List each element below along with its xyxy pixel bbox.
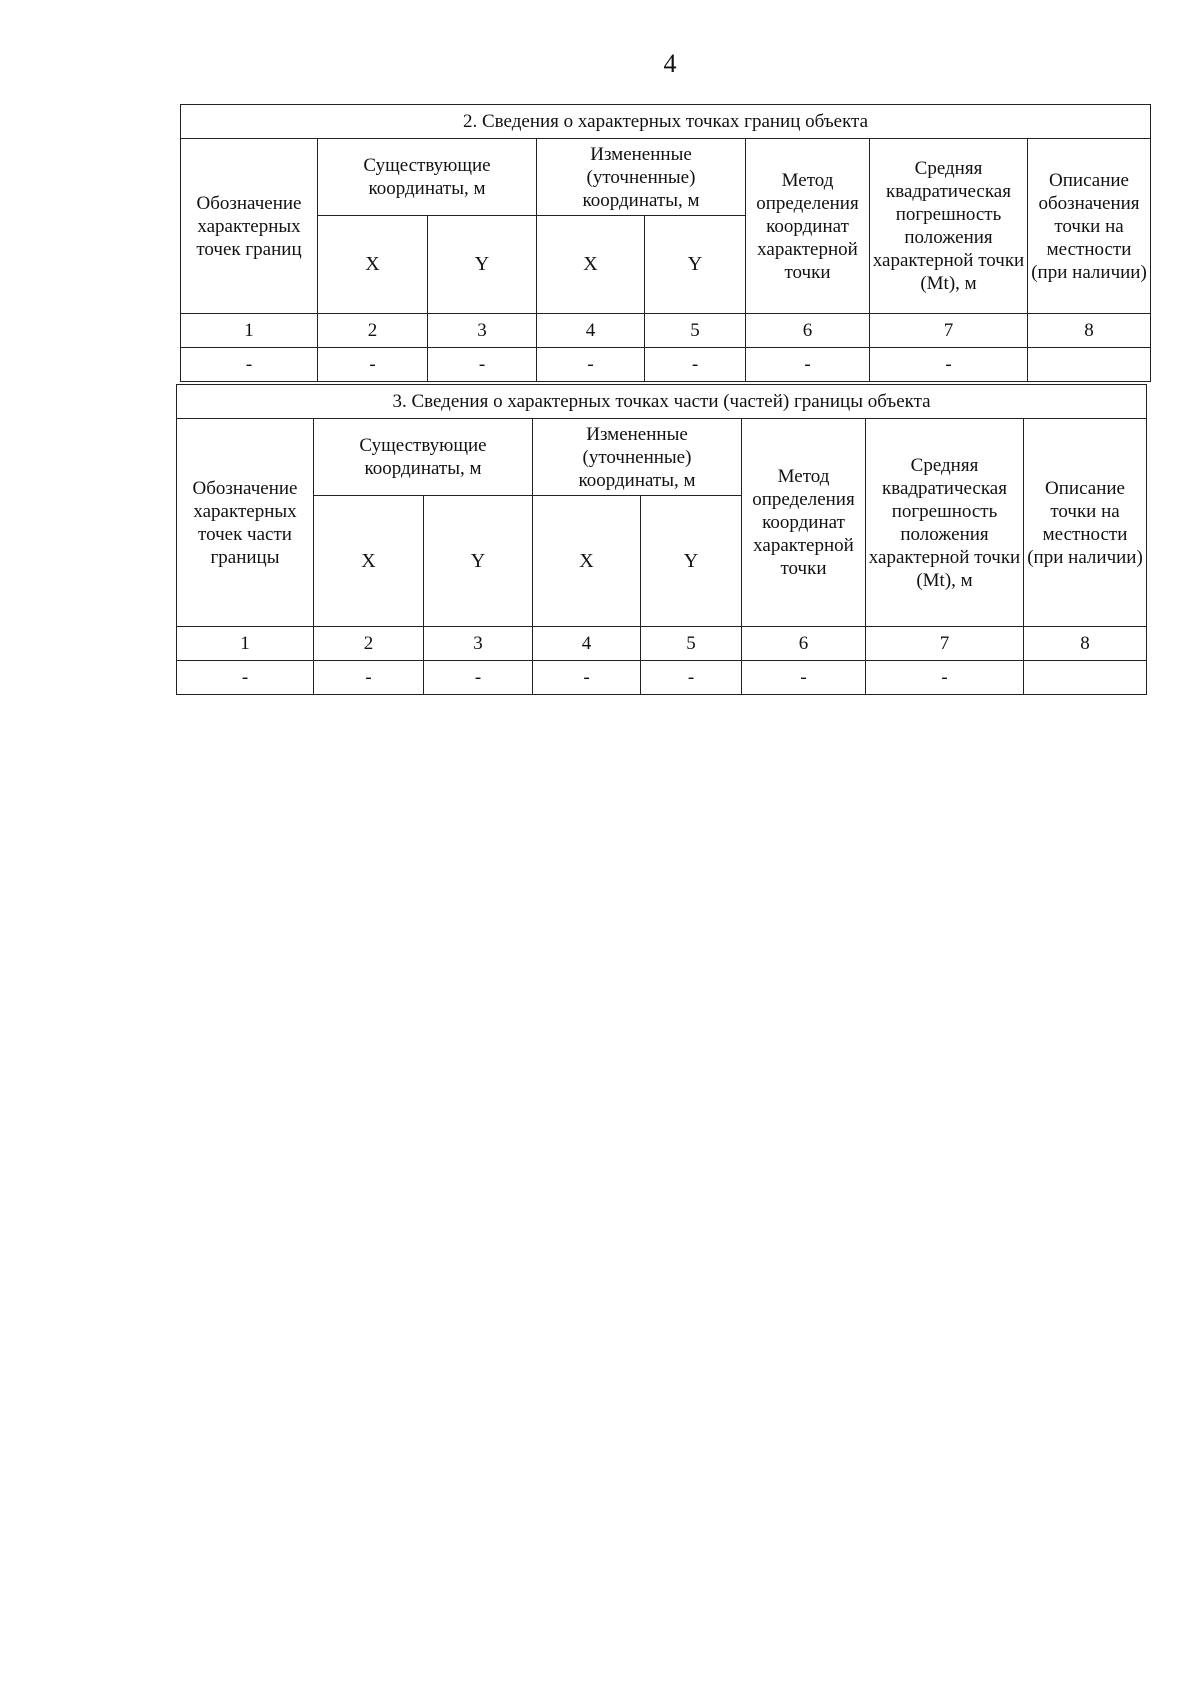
table-cell: -: [181, 348, 318, 382]
header-point-designation: Обозначение характерных точек границ: [181, 139, 318, 314]
header-axis-y: Y: [424, 496, 533, 627]
header-axis-y: Y: [645, 216, 746, 314]
table-cell: [1024, 661, 1147, 695]
header-method: Метод определения координат характерной точки: [742, 419, 866, 627]
table-cell: [1028, 348, 1151, 382]
table-cell: -: [641, 661, 742, 695]
column-number: 5: [641, 627, 742, 661]
header-axis-x: X: [314, 496, 424, 627]
header-mean-error: Средняя квадратическая погрешность положения характерной точки (Mt), м: [870, 139, 1028, 314]
header-mean-error: Средняя квадратическая погрешность положения характерной точки (Mt), м: [866, 419, 1024, 627]
column-number: 1: [177, 627, 314, 661]
column-number: 8: [1028, 314, 1151, 348]
header-axis-x: X: [537, 216, 645, 314]
column-number: 8: [1024, 627, 1147, 661]
table-cell: -: [742, 661, 866, 695]
column-number: 1: [181, 314, 318, 348]
header-axis-x: X: [533, 496, 641, 627]
table-cell: -: [645, 348, 746, 382]
column-number: 2: [318, 314, 428, 348]
header-changed-coordinates: Измененные (уточненные) координаты, м: [537, 139, 746, 216]
column-number: 6: [746, 314, 870, 348]
table-row: [181, 348, 1151, 382]
header-changed-coordinates: Измененные (уточненные) координаты, м: [533, 419, 742, 496]
column-number-row: [177, 627, 1147, 661]
section-title: 2. Сведения о характерных точках границ объекта: [181, 105, 1151, 139]
column-number: 3: [424, 627, 533, 661]
table-cell: -: [314, 661, 424, 695]
column-number: 7: [870, 314, 1028, 348]
table-cell: -: [537, 348, 645, 382]
table-boundary-points: [180, 104, 1151, 382]
column-number: 2: [314, 627, 424, 661]
section-title: 3. Сведения о характерных точках части (частей) границы объекта: [177, 385, 1147, 419]
header-point-designation: Обозначение характерных точек части границы: [177, 419, 314, 627]
table-cell: -: [866, 661, 1024, 695]
column-number: 6: [742, 627, 866, 661]
page-number: 4: [663, 49, 677, 78]
column-number: 3: [428, 314, 537, 348]
column-number: 4: [537, 314, 645, 348]
header-description: Описание обозначения точки на местности (при наличии): [1028, 139, 1151, 314]
table-cell: -: [177, 661, 314, 695]
header-axis-y: Y: [428, 216, 537, 314]
table-boundary-part-points: [176, 384, 1147, 695]
table-cell: -: [428, 348, 537, 382]
table-cell: -: [533, 661, 641, 695]
column-number-row: [181, 314, 1151, 348]
table-cell: -: [318, 348, 428, 382]
header-existing-coordinates: Существующие координаты, м: [314, 419, 533, 496]
header-description: Описание точки на местности (при наличии): [1024, 419, 1147, 627]
header-axis-y: Y: [641, 496, 742, 627]
table-cell: -: [424, 661, 533, 695]
table-cell: -: [870, 348, 1028, 382]
column-number: 7: [866, 627, 1024, 661]
table-cell: -: [746, 348, 870, 382]
table-row: [177, 661, 1147, 695]
header-existing-coordinates: Существующие координаты, м: [318, 139, 537, 216]
column-number: 5: [645, 314, 746, 348]
header-method: Метод определения координат характерной точки: [746, 139, 870, 314]
column-number: 4: [533, 627, 641, 661]
header-axis-x: X: [318, 216, 428, 314]
